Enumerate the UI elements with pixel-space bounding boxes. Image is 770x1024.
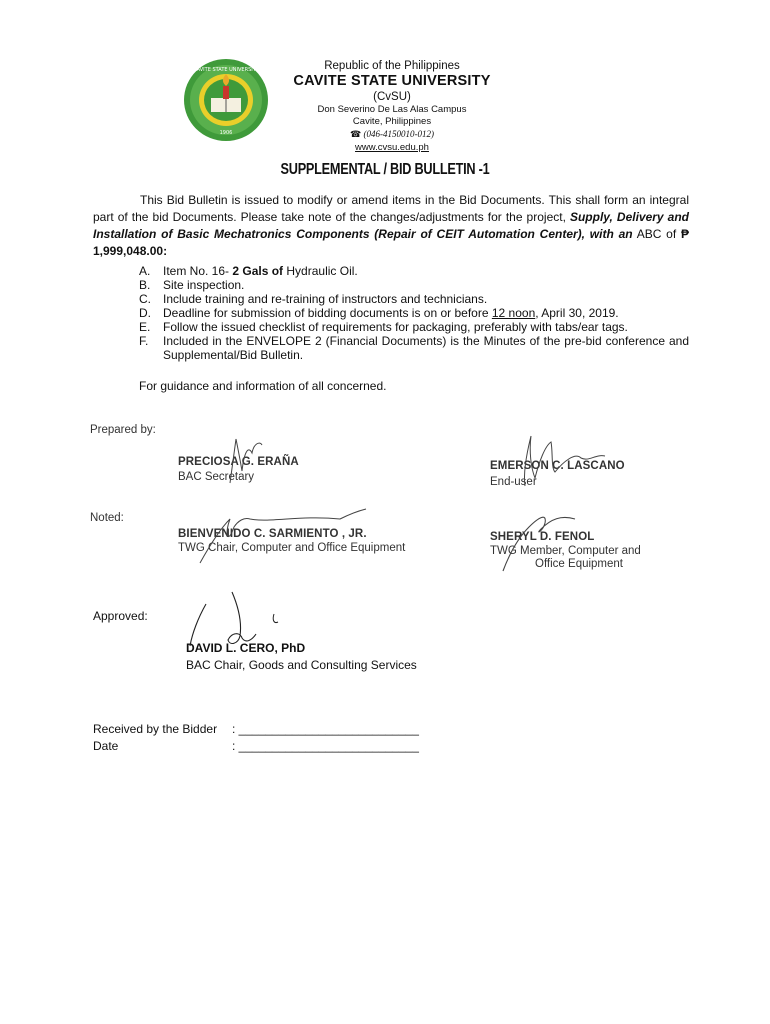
- university-abbr: (CvSU): [373, 91, 411, 103]
- list-item: [139, 264, 689, 278]
- item-text: [163, 306, 689, 320]
- phone-icon: ☎: [350, 130, 362, 140]
- signatory-position: BAC Chair, Goods and Consulting Services: [186, 658, 417, 672]
- receipt-block: [93, 721, 419, 755]
- amendment-list: [139, 264, 689, 362]
- deadline-time: 12 noon: [491, 306, 536, 320]
- letterhead: [262, 59, 522, 154]
- signature-erana: [218, 433, 278, 489]
- university-name: CAVITE STATE UNIVERSITY: [293, 73, 491, 89]
- item-letter: E.: [139, 320, 151, 334]
- item-letter: B.: [139, 278, 151, 292]
- signatory-name: BIENVENIDO C. SARMIENTO , JR.: [178, 528, 367, 540]
- list-item: [139, 278, 689, 292]
- bidder-row: [93, 721, 419, 738]
- guidance-line: For guidance and information of all concerned.: [139, 379, 387, 393]
- signatory-position: TWG Member, Computer and: [490, 545, 641, 557]
- noted-label: Noted:: [90, 512, 124, 524]
- signature-fenol: [495, 505, 585, 575]
- signature-cero: [180, 588, 290, 658]
- item-text: Follow the issued checklist of requirements for packaging, preferably with tabs/ear tags.: [163, 320, 628, 334]
- seal-year-text: 1906: [219, 130, 233, 136]
- date-label: Date: [93, 739, 119, 753]
- approved-label: Approved:: [93, 609, 148, 623]
- item-text-post: Hydraulic Oil.: [283, 264, 358, 278]
- item-text-post: , April 30, 2019.: [535, 306, 619, 320]
- intro-paragraph: [93, 192, 689, 260]
- signatory-name: DAVID L. CERO, PhD: [186, 641, 306, 655]
- signatory-position-cont: Office Equipment: [535, 558, 624, 570]
- list-item: [139, 306, 689, 320]
- date-blank: : ___________________________: [232, 739, 419, 753]
- project-title: Supply, Delivery and Installation of Basic Mechatronics Components (Repair of CEIT Automation Center), with an: [93, 210, 689, 241]
- signatory-name: SHERYL D. FENOL: [490, 531, 595, 543]
- item-text: Included in the ENVELOPE 2 (Financial Documents) is the Minutes of the pre-bid conference and Supplemental/Bid Bulletin.: [163, 334, 689, 362]
- list-item: [139, 320, 689, 334]
- location-line: Cavite, Philippines: [352, 116, 432, 127]
- campus-line: Don Severino De Las Alas Campus: [317, 104, 467, 115]
- signature-sarmiento: [190, 505, 370, 569]
- item-text-pre: Item No. 16-: [163, 264, 233, 278]
- item-letter: A.: [139, 264, 151, 278]
- signature-lascano: [505, 432, 615, 490]
- signatory-position: BAC Secretary: [178, 471, 255, 483]
- item-letter: C.: [139, 292, 151, 306]
- signatory-position: TWG Chair, Computer and Office Equipment: [178, 542, 406, 554]
- prepared-by-label: Prepared by:: [90, 424, 156, 436]
- item-letter: D.: [139, 306, 151, 320]
- item-text-bold: 2 Gals of: [232, 264, 284, 278]
- bidder-blank: : ___________________________: [232, 722, 419, 736]
- page-title: SUPPLEMENTAL / BID BULLETIN -1: [280, 161, 490, 178]
- abc-value: ₱ 1,999,048.00:: [93, 227, 689, 258]
- republic-line: Republic of the Philippines: [324, 60, 460, 72]
- intro-text: This Bid Bulletin is issued to modify or amend items in the Bid Documents. This shall form an integral part of the bid Documents. Please take note of the changes/adjustments for the project,: [93, 193, 689, 224]
- abc-label: ABC of: [632, 227, 681, 241]
- signatory-name: PRECIOSA G. ERAÑA: [178, 456, 299, 468]
- seal-top-text: CAVITE STATE UNIVERSITY: [193, 67, 259, 73]
- signatory-name: EMERSON C. LASCANO: [490, 460, 625, 472]
- list-item: [139, 334, 689, 362]
- bidder-label: Received by the Bidder: [93, 722, 218, 736]
- university-seal-logo: [183, 58, 269, 142]
- phone-line: [262, 128, 522, 141]
- item-text: Site inspection.: [163, 278, 245, 292]
- list-item: [139, 292, 689, 306]
- item-text-pre: Deadline for submission of bidding documents is on or before: [163, 306, 492, 320]
- item-text: [163, 264, 689, 278]
- website-link[interactable]: www.cvsu.edu.ph: [355, 142, 429, 153]
- signatory-position: End-user: [490, 476, 537, 488]
- phone-number: (046-4150010-012): [363, 129, 434, 139]
- item-letter: F.: [139, 334, 149, 348]
- item-text: Include training and re-training of instructors and technicians.: [163, 292, 488, 306]
- date-row: [93, 738, 419, 755]
